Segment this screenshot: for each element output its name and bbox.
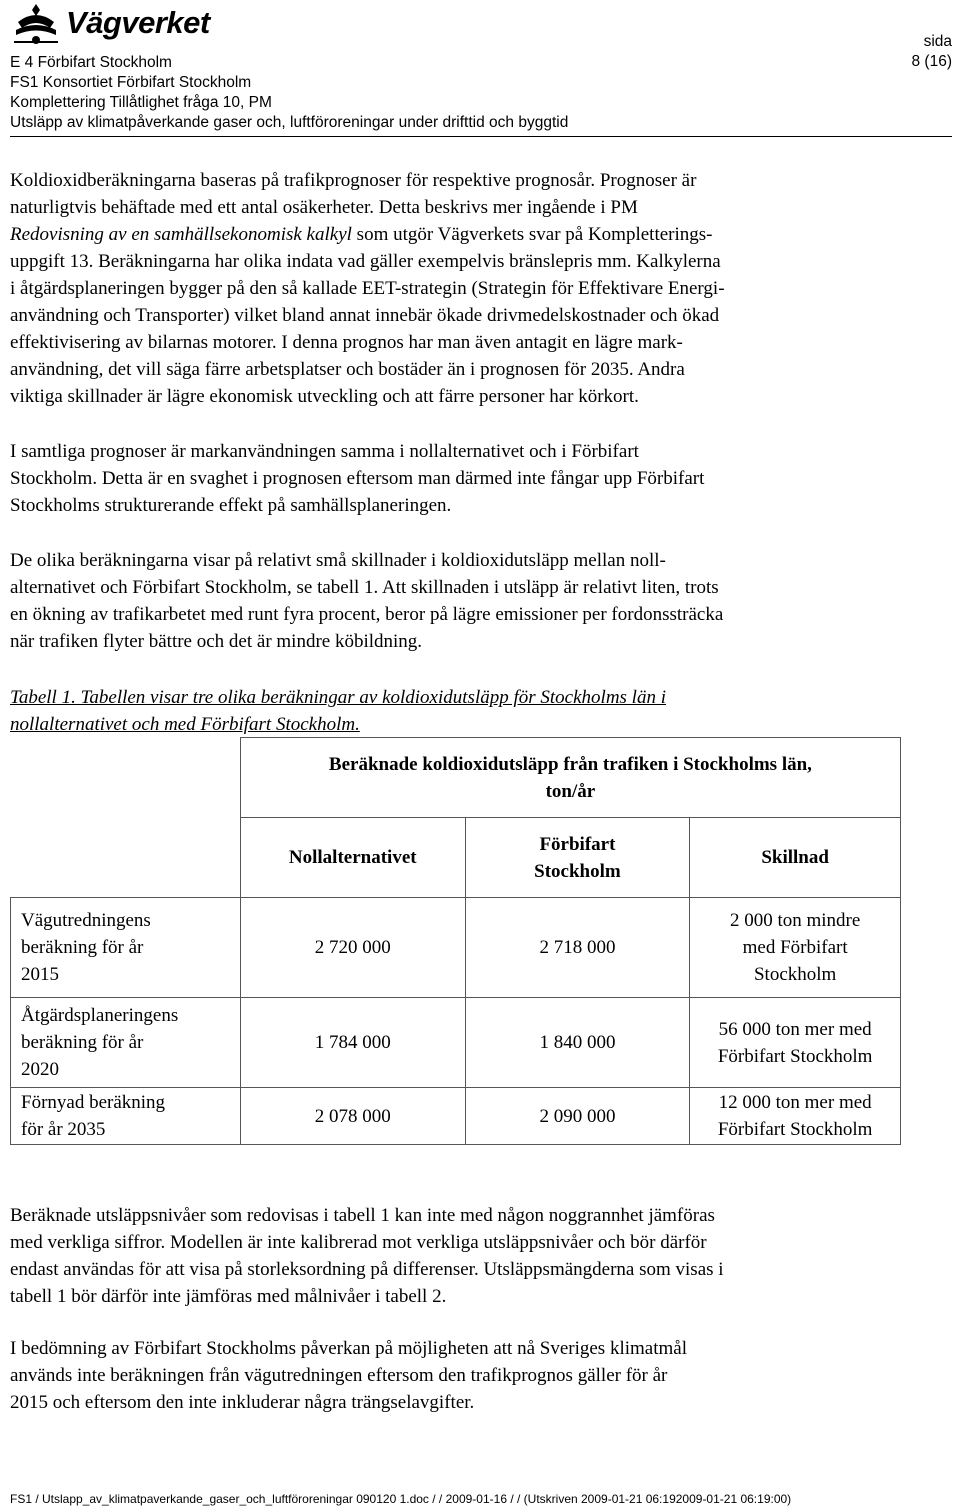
row-label-line: 2015 <box>21 964 59 985</box>
text-line: 2015 och eftersom den inte inkluderar några trängselavgifter. <box>10 1392 475 1413</box>
text-line: används inte beräkningen från vägutredningen eftersom den trafikprognos gäller för år <box>10 1365 668 1386</box>
text-line: I bedömning av Förbifart Stockholms påverkan på möjligheten att nå Sveriges klimatmål <box>10 1338 687 1359</box>
paragraph-land-use <box>10 438 955 519</box>
cell-skillnad <box>690 1088 901 1145</box>
diff-line: med Förbifart <box>742 937 848 958</box>
cell-nollalternativet: 2 720 000 <box>240 898 465 998</box>
row-label-line: beräkning för år <box>21 937 144 958</box>
emissions-table <box>10 737 901 1145</box>
cell-nollalternativet: 2 078 000 <box>240 1088 465 1145</box>
paragraph-precision <box>10 1202 955 1310</box>
text-line: Beräknade utsläppsnivåer som redovisas i tabell 1 kan inte med någon noggrannhet jämföras <box>10 1205 715 1226</box>
cell-skillnad <box>690 998 901 1088</box>
table-corner <box>11 818 241 898</box>
text-span: som utgör Vägverkets svar på Kompletterings- <box>351 224 713 245</box>
page-label: sida <box>923 33 952 50</box>
header-document: Komplettering Tillåtlighet fråga 10, PM <box>10 94 272 111</box>
row-label-line: Vägutredningens <box>21 910 151 931</box>
page-footer: FS1 / Utslapp_av_klimatpaverkande_gaser_och_luftföroreningar 090120 1.doc / / 2009-01-16 / / (Utskriven 2009-01-21 06:192009-01-21 06:19:00) <box>10 1492 792 1506</box>
cell-forbifart: 1 840 000 <box>465 998 690 1088</box>
header-consortium: FS1 Konsortiet Förbifart Stockholm <box>10 74 252 91</box>
paragraph-climate-goals <box>10 1335 955 1416</box>
row-label-line: för år 2035 <box>21 1119 106 1140</box>
cell-nollalternativet: 1 784 000 <box>240 998 465 1088</box>
row-label <box>11 998 241 1088</box>
table-title-line: Beräknade koldioxidutsläpp från trafiken i Stockholms län, <box>328 753 812 775</box>
caption-text: nollalternativet och med Förbifart Stockholm. <box>10 714 360 735</box>
caption-line <box>10 711 955 738</box>
col-header-text: Stockholm <box>534 860 621 882</box>
text-line: Koldioxidberäkningarna baseras på trafikprognoser för respektive prognosår. Prognoser är <box>10 170 697 191</box>
logo-wordmark: Vägverket <box>66 5 210 40</box>
table-row <box>11 998 901 1088</box>
text-line: användning och Transporter) vilket bland annat innebär ökade drivmedelskostnader och ökad <box>10 305 720 326</box>
paragraph-forecasts <box>10 167 955 410</box>
table-row <box>11 898 901 998</box>
row-label-line: beräkning för år <box>21 1032 144 1053</box>
table-title <box>240 738 900 818</box>
text-line: uppgift 13. Beräkningarna har olika indata vad gäller exempelvis bränslepris mm. Kalkylerna <box>10 251 721 272</box>
table-corner <box>11 738 241 818</box>
text-line: Stockholm. Detta är en svaghet i prognosen eftersom man därmed inte fångar upp Förbifart <box>10 468 705 489</box>
row-label-line: Åtgärdsplaneringens <box>21 1005 179 1026</box>
text-line <box>10 221 955 248</box>
header-project: E 4 Förbifart Stockholm <box>10 54 172 71</box>
text-line: Stockholms strukturerande effekt på samhällsplaneringen. <box>10 495 452 516</box>
text-line: De olika beräkningarna visar på relativt små skillnader i koldioxidutsläpp mellan noll- <box>10 550 666 571</box>
text-line: användning, det vill säga färre arbetsplatser och bostäder än i prognosen för 2035. Andra <box>10 359 685 380</box>
col-header-skillnad <box>690 818 901 898</box>
text-line: med verkliga siffror. Modellen är inte kalibrerad mot verkliga utsläppsnivåer och bör därför <box>10 1232 707 1253</box>
cell-forbifart: 2 090 000 <box>465 1088 690 1145</box>
col-header-text: Nollalternativet <box>288 847 417 868</box>
table-row <box>11 1088 901 1145</box>
page-number: 8 (16) <box>911 53 952 70</box>
text-line: effektivisering av bilarnas motorer. I denna prognos har man även antagit en lägre mark- <box>10 332 683 353</box>
diff-line: Förbifart Stockholm <box>717 1045 873 1067</box>
table-caption <box>10 684 955 738</box>
col-header-text: Förbifart <box>539 833 616 855</box>
paragraph-differences <box>10 547 955 655</box>
diff-line: 56 000 ton mer med <box>718 1018 872 1040</box>
text-line: I samtliga prognoser är markanvändningen samma i nollalternativet och i Förbifart <box>10 441 639 462</box>
text-line: endast användas för att visa på storleksordning på differenser. Utsläppsmängderna som visas i <box>10 1259 724 1280</box>
text-line: i åtgärdsplaneringen bygger på den så kallade EET-strategin (Strategin för Effektivare Energi- <box>10 278 725 299</box>
text-line: när trafiken flyter bättre och det är mindre köbildning. <box>10 631 423 652</box>
col-header-nollalternativet <box>240 818 465 898</box>
header-subject: Utsläpp av klimatpåverkande gaser och, luftföroreningar under drifttid och byggtid <box>10 114 569 131</box>
report-title: Redovisning av en samhällsekonomisk kalkyl <box>10 224 352 245</box>
text-line: alternativet och Förbifart Stockholm, se tabell 1. Att skillnaden i utsläpp är relativt liten, trots <box>10 577 719 598</box>
caption-text: Tabell 1. Tabellen visar tre olika beräkningar av koldioxidutsläpp för Stockholms län i <box>10 687 666 708</box>
table-title-line: ton/år <box>545 780 596 802</box>
col-header-forbifart <box>465 818 690 898</box>
col-header-text: Skillnad <box>761 847 829 868</box>
caption-line <box>10 684 955 711</box>
row-label-line: 2020 <box>21 1059 59 1080</box>
text-line: naturligtvis behäftade med ett antal osäkerheter. Detta beskrivs mer ingående i PM <box>10 197 638 218</box>
text-line: en ökning av trafikarbetet med runt fyra procent, beror på lägre emissioner per fordonssträcka <box>10 604 724 625</box>
cell-forbifart: 2 718 000 <box>465 898 690 998</box>
row-label-line: Förnyad beräkning <box>21 1092 166 1113</box>
cell-skillnad <box>690 898 901 998</box>
diff-line: 12 000 ton mer med <box>718 1092 872 1113</box>
diff-line: Stockholm <box>753 964 837 985</box>
diff-line: 2 000 ton mindre <box>729 910 861 931</box>
vagverket-logo <box>10 2 250 46</box>
row-label <box>11 1088 241 1145</box>
text-line: tabell 1 bör därför inte jämföras med målnivåer i tabell 2. <box>10 1286 447 1307</box>
row-label <box>11 898 241 998</box>
diff-line: Förbifart Stockholm <box>717 1119 873 1140</box>
header-divider <box>10 136 952 137</box>
crown-emblem-icon <box>10 2 62 46</box>
text-line: viktiga skillnader är lägre ekonomisk utveckling och att färre personer har körkort. <box>10 386 639 407</box>
